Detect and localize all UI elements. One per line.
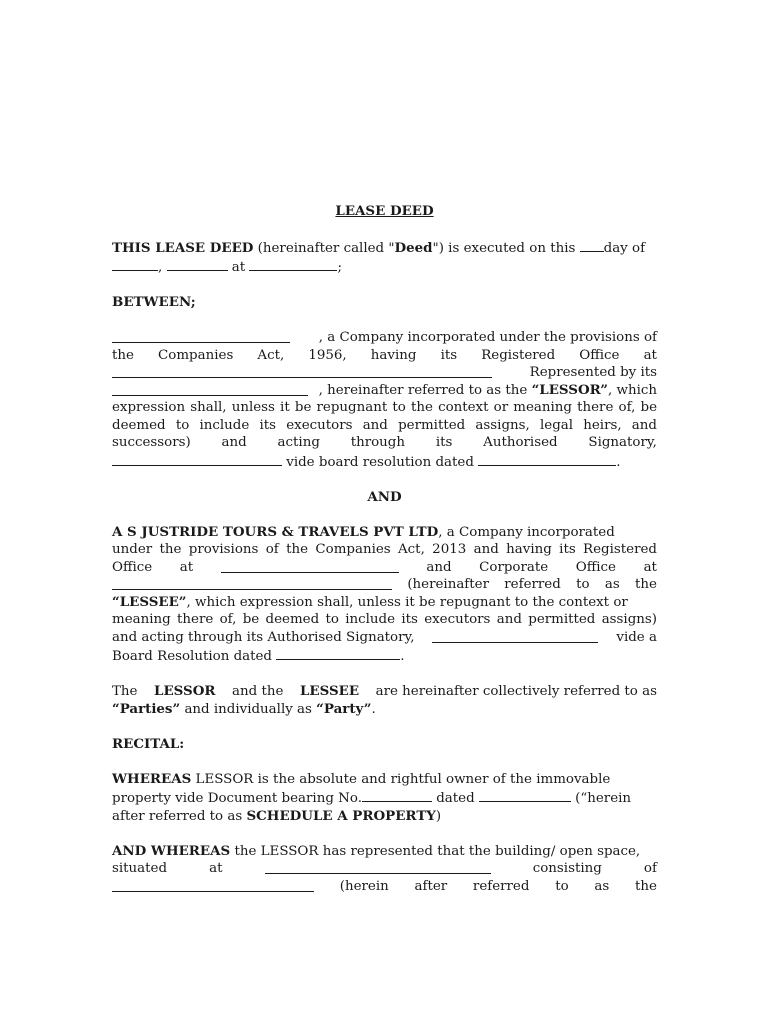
blank-month[interactable] [112, 257, 158, 271]
lessee-line-4: (hereinafter referred to as the [112, 576, 657, 594]
blank-year[interactable] [167, 257, 228, 271]
whereas-paragraph [112, 771, 657, 826]
lessor-term: “LESSOR” [531, 381, 608, 398]
lessee-line-2: under the provisions of the Companies Act, 2013 and having its Registered [112, 542, 657, 557]
whereas-line-1: WHEREAS LESSOR is the absolute and rightful owner of the immovable [112, 770, 611, 787]
and-whereas-paragraph [112, 843, 657, 896]
and-heading: AND [367, 488, 402, 505]
intro-text-c: day of [603, 240, 646, 256]
lessor-line-6: deemed to include its executors and permitted assigns, legal heirs, and [112, 417, 657, 433]
lessor-line-8: vide board resolution dated . [112, 452, 657, 472]
document-body [112, 203, 657, 913]
lessor-line-5: expression shall, unless it be repugnant to the context or meaning there of, be [112, 400, 657, 415]
parties-line-2: “Parties” and individually as “Party”. [112, 700, 376, 717]
blank-document-date[interactable] [479, 788, 571, 802]
lessee-term: “LESSEE” [112, 593, 187, 610]
intro-text-b: ") is executed on this [432, 240, 580, 256]
blank-document-number[interactable] [362, 788, 432, 802]
and-whereas-line-1: AND WHEREAS the LESSOR has represented that the building/ open space, [112, 842, 641, 859]
lessor-line-7: successors) and acting through its Authorised Signatory, [112, 435, 657, 450]
intro-semicolon: ; [337, 260, 342, 275]
lessor-line-2: the Companies Act, 1956, having its Registered Office at [112, 347, 657, 363]
lessee-company-name: A S JUSTRIDE TOURS & TRAVELS PVT LTD [112, 523, 439, 540]
lessor-text-1: , a Company incorporated under the provisions of [318, 330, 657, 345]
blank-lessor-resolution-date[interactable] [478, 452, 616, 466]
intro-at: at [231, 260, 246, 275]
lessee-line-7: and acting through its Authorised Signatory, vide a [112, 629, 657, 645]
lessor-line-4: , hereinafter referred to as the “LESSOR”, which [112, 382, 657, 400]
lessee-paragraph [112, 524, 657, 666]
blank-lessee-corporate-office[interactable] [112, 576, 392, 590]
intro-deed-name: THIS LEASE DEED [112, 239, 254, 256]
whereas-line-3: after referred to as SCHEDULE A PROPERTY) [112, 807, 442, 824]
intro-comma: , [158, 260, 163, 275]
blank-lessor-office[interactable] [112, 364, 492, 378]
parties-paragraph [112, 683, 657, 718]
document-title: LEASE DEED [335, 203, 434, 219]
lessor-line-3 [112, 364, 657, 382]
lessee-line-1: A S JUSTRIDE TOURS & TRAVELS PVT LTD, a Company incorporated [112, 523, 615, 540]
and-whereas-line-2: situated at consisting of [112, 861, 657, 876]
intro-text-a: (hereinafter called " [253, 240, 395, 256]
blank-lessee-signatory[interactable] [432, 629, 598, 643]
lessee-line-3: Office at and Corporate Office at [112, 559, 657, 575]
lessee-line-5: “LESSEE”, which expression shall, unless it be repugnant to the context or [112, 593, 628, 610]
whereas-line-2: property vide Document bearing No. dated (“herein [112, 788, 657, 808]
blank-lessee-resolution-date[interactable] [276, 646, 400, 660]
lessee-line-6: meaning there of, be deemed to include its executors and permitted assigns) [112, 612, 657, 627]
intro-paragraph [112, 238, 657, 277]
lessor-paragraph [112, 329, 657, 471]
lessor-text-3: Represented by its [529, 365, 657, 380]
lessor-line-1 [112, 329, 657, 347]
blank-place[interactable] [249, 257, 337, 271]
blank-lessor-representative[interactable] [112, 382, 308, 396]
parties-line-1: The LESSOR and the LESSEE are hereinafter collectively referred to as [112, 683, 657, 699]
lessee-line-8: Board Resolution dated . [112, 646, 657, 666]
blank-lessor-signatory[interactable] [112, 452, 282, 466]
intro-line-2 [112, 257, 657, 277]
blank-building-location[interactable] [265, 860, 491, 874]
blank-day[interactable] [580, 238, 604, 252]
intro-deed-word: Deed [394, 239, 433, 256]
blank-lessor-name[interactable] [112, 329, 290, 343]
blank-lessee-registered-office[interactable] [221, 559, 399, 573]
intro-line-1 [112, 238, 657, 258]
between-heading: BETWEEN; [112, 294, 196, 310]
blank-building-consisting[interactable] [112, 878, 314, 892]
and-whereas-line-3: (herein after referred to as the [112, 878, 657, 896]
recital-heading: RECITAL: [112, 735, 185, 752]
